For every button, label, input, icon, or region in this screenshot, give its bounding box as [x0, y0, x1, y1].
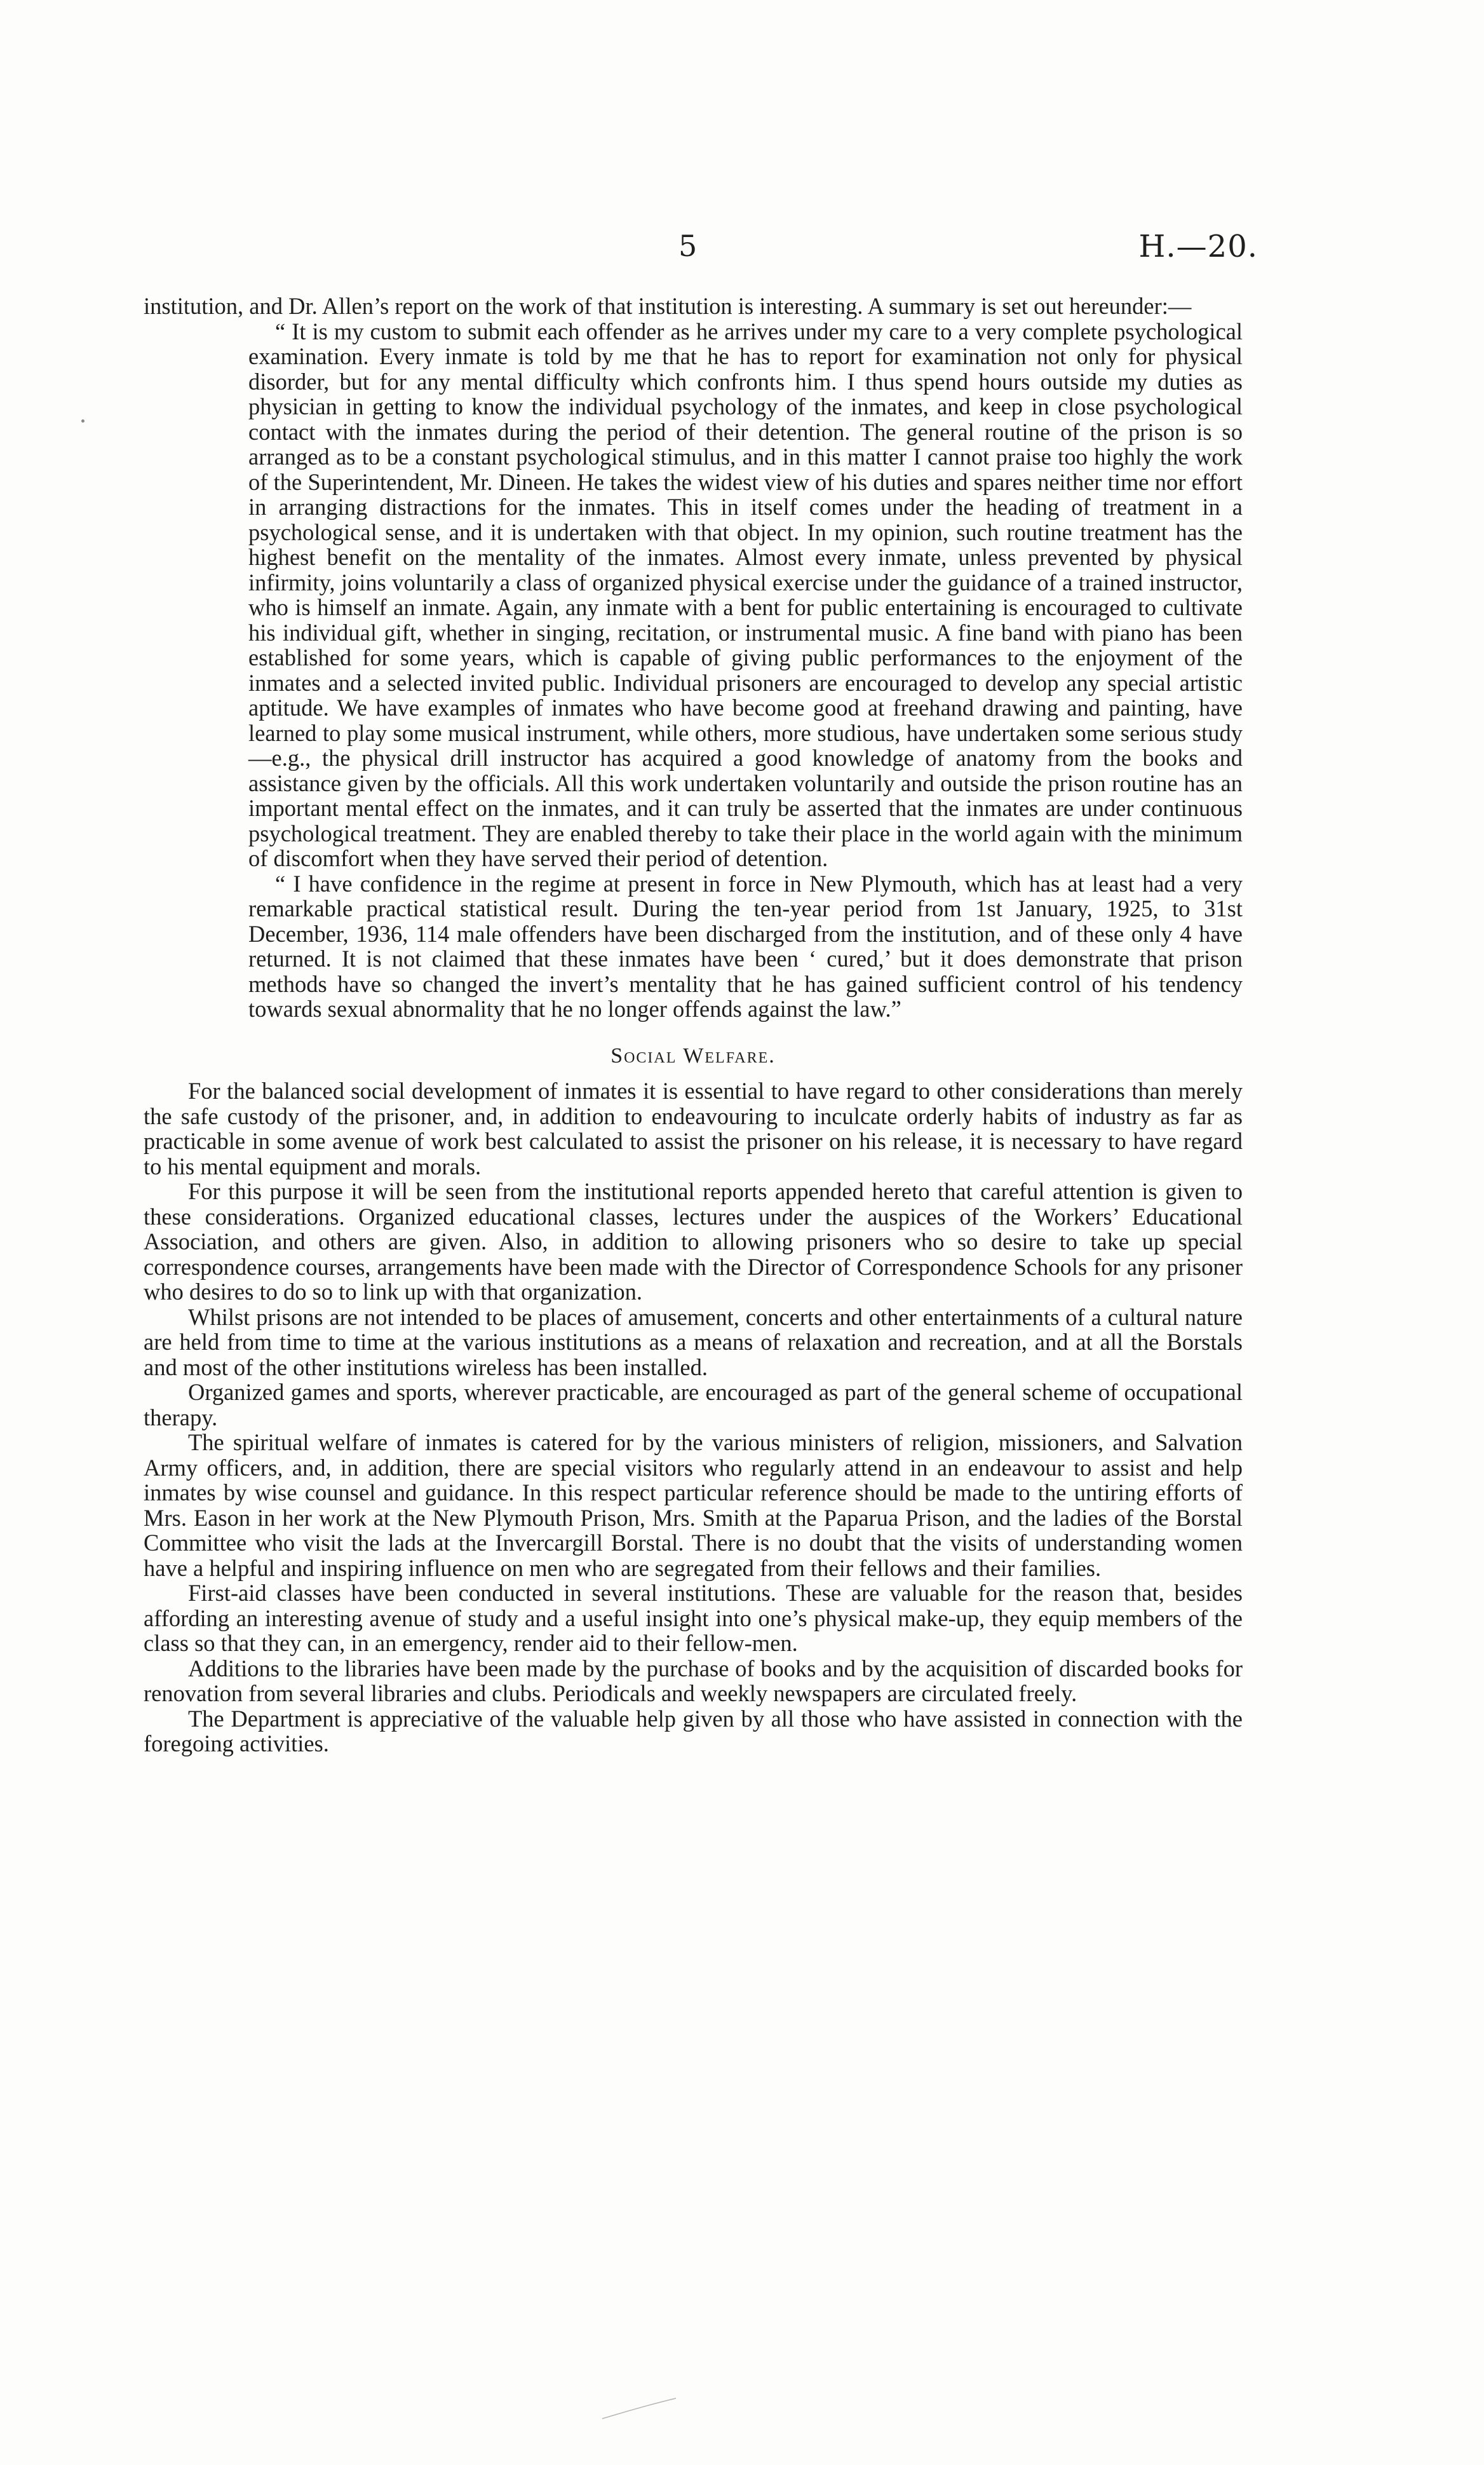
quote-paragraph-1: “ It is my custom to submit each offender as he arrives under my care to a very complete psychological examination. Every inmate is told by me that he has to report for examination not only for physical disorder, but for any mental difficulty which confronts him. I thus spend hours outside my duties as physician in getting to know the individual psychology of the inmates, and keep in close psychological contact with the inmates during the period of their detention. The general routine of the prison is so arranged as to be a constant psychological stimulus, and in this matter I cannot praise too highly the work of the Superintendent, Mr. Dineen. He takes the widest view of his duties and spares neither time nor effort in arranging distractions for the inmates. This in itself comes under the heading of treatment in a psychological sense, and it is undertaken with that object. In my opinion, such routine treatment has the highest benefit on the mentality of the inmates. Almost every inmate, unless prevented by physical infirmity, joins voluntarily a class of organized physical exercise under the guidance of a trained instructor, who is himself an inmate. Again, any inmate with a bent for public entertaining is encouraged to cultivate his individual gift, whether in singing, recitation, or instrumental music. A fine band with piano has been established for some years, which is capable of giving public performances to the enjoyment of the inmates and a selected invited public. Individual prisoners are encouraged to develop any special artistic aptitude. We have examples of inmates who have become good at freehand drawing and painting, have learned to play some musical instrument, while others, more studious, have undertaken some serious study—e.g., the physical drill instructor has acquired a good knowledge of anatomy from the books and assistance given by the officials. All this work undertaken voluntarily and outside the prison routine has an important mental effect on the inmates, and it can truly be asserted that the inmates are under continuous psychological treatment. They are enabled thereby to take their place in the world again with the minimum of discomfort when they have served their period of detention.	[248, 318, 1243, 871]
paragraph-intro: institution, and Dr. Allen’s report on the work of that institution is interesting. A summary is set out hereunder:—	[144, 293, 1192, 319]
paragraph-social-5: The spiritual welfare of inmates is catered for by the various ministers of religion, missioners, and Salvation Army officers, and, in addition, there are special visitors who regularly attend in an endeavour to assist and help inmates by wise counsel and guidance. In this respect particular reference should be made to the untiring efforts of Mrs. Eason in her work at the New Plymouth Prison, Mrs. Smith at the Paparua Prison, and the ladies of the Borstal Committee who visit the lads at the Invercargill Borstal. There is no doubt that the visits of understanding women have a helpful and inspiring influence on men who are segregated from their fellows and their families.	[144, 1429, 1243, 1581]
paragraph-social-4: Organized games and sports, wherever practicable, are encouraged as part of the general scheme of occupational therapy.	[144, 1379, 1243, 1430]
page-header	[0, 229, 1484, 280]
scan-mark	[601, 2396, 677, 2421]
quote-paragraph-2: “ I have confidence in the regime at present in force in New Plymouth, which has at least had a very remarkable practical statistical result. During the ten-year period from 1st January, 1925, to 31st December, 1936, 114 male offenders have been discharged from the institution, and of these only 4 have returned. It is not claimed that these inmates have been ‘ cured,’ but it does demonstrate that prison methods have so changed the invert’s mentality that he has gained sufficient control of his tendency towards sexual abnormality that he no longer offends against the law.”	[248, 870, 1243, 1022]
section-heading: Social Welfare.	[610, 1043, 776, 1068]
paragraph-social-8: The Department is appreciative of the valuable help given by all those who have assisted in connection with the foregoing activities.	[144, 1705, 1243, 1756]
margin-mark	[81, 419, 84, 423]
document-reference: H.—20.	[1138, 229, 1258, 264]
paragraph-social-6: First-aid classes have been conducted in several institutions. These are valuable for the reason that, besides affording an interesting avenue of study and a useful insight into one’s physical make-up, they equip members of the class so that they can, in an emergency, render aid to their fellow-men.	[144, 1580, 1243, 1656]
body-text	[144, 294, 1243, 1756]
paragraph-social-3: Whilst prisons are not intended to be places of amusement, concerts and other entertainments of a cultural nature are held from time to time at the various institutions as a means of relaxation and recreation, and at all the Borstals and most of the other institutions wireless has been installed.	[144, 1303, 1243, 1380]
page-number: 5	[678, 229, 698, 263]
paragraph-social-7: Additions to the libraries have been made by the purchase of books and by the acquisition of discarded books for renovation from several libraries and clubs. Periodicals and weekly newspapers are circulated freely.	[144, 1655, 1243, 1706]
paragraph-social-1: For the balanced social development of inmates it is essential to have regard to other considerations than merely the safe custody of the prisoner, and, in addition to endeavouring to inculcate orderly habits of industry as far as practicable in some avenue of work best calculated to assist the prisoner on his release, it is necessary to have regard to his mental equipment and morals.	[144, 1078, 1243, 1179]
paragraph-social-2: For this purpose it will be seen from the institutional reports appended hereto that careful attention is given to these considerations. Organized educational classes, lectures under the auspices of the Workers’ Educational Association, and others are given. Also, in addition to allowing prisoners who so desire to take up special correspondence courses, arrangements have been made with the Director of Correspondence Schools for any prisoner who desires to do so to link up with that organization.	[144, 1178, 1243, 1305]
